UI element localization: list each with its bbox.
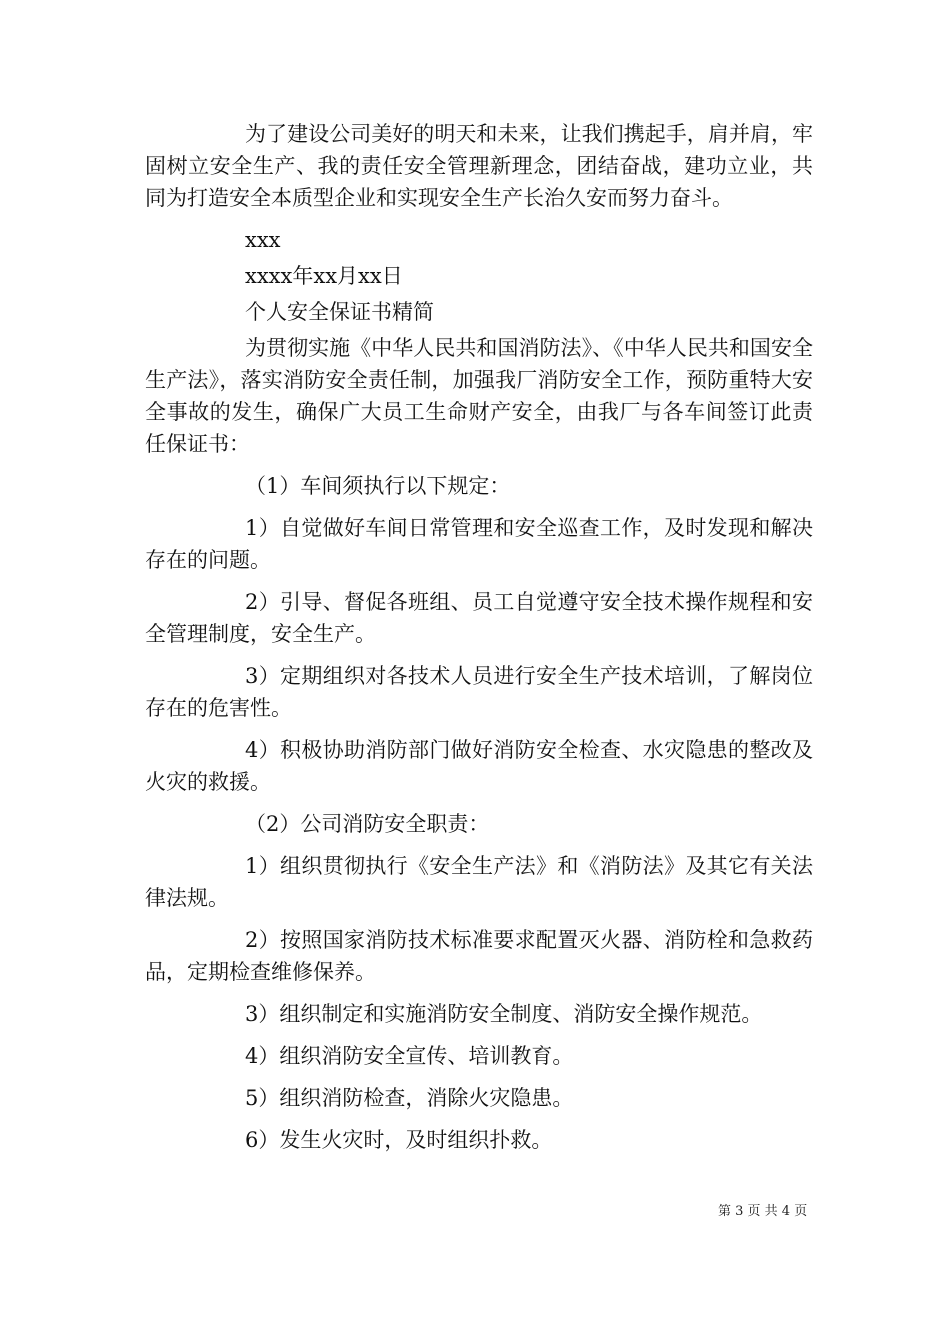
workshop-rule-item: 2）引导、督促各班组、员工自觉遵守安全技术操作规程和安全管理制度，安全生产。 [145,590,813,646]
signature-date: xxxx年xx月xx日 [245,264,403,288]
company-duty-item: 6）发生火灾时，及时组织扑救。 [245,1128,553,1152]
workshop-rules-heading: （1）车间须执行以下规定： [245,474,511,498]
workshop-rule-item: 3）定期组织对各技术人员进行安全生产技术培训，了解岗位存在的危害性。 [145,664,813,720]
company-duty-item: 2）按照国家消防技术标准要求配置灭火器、消防栓和急救药品，定期检查维修保养。 [145,928,813,984]
closing-paragraph: 为了建设公司美好的明天和未来，让我们携起手，肩并肩，牢固树立安全生产、我的责任安全管理新理念，团结奋战，建功立业，共同为打造安全本质型企业和实现安全生产长治久安而努力奋斗。 [145,122,813,210]
signature-name: xxx [245,228,281,252]
document-body [145,118,813,1166]
section-title: 个人安全保证书精简 [245,300,434,324]
company-duty-item: 3）组织制定和实施消防安全制度、消防安全操作规范。 [245,1002,763,1026]
company-duty-item: 5）组织消防检查，消除火灾隐患。 [245,1086,574,1110]
workshop-rule-item: 1）自觉做好车间日常管理和安全巡查工作，及时发现和解决存在的问题。 [145,516,813,572]
workshop-rule-item: 4）积极协助消防部门做好消防安全检查、水灾隐患的整改及火灾的救援。 [145,738,813,794]
company-duty-item: 1）组织贯彻执行《安全生产法》和《消防法》及其它有关法律法规。 [145,854,813,910]
page-indicator: 第 3 页 共 4 页 [718,1204,808,1219]
company-duties-heading: （2）公司消防安全职责： [245,812,490,836]
intro-paragraph: 为贯彻实施《中华人民共和国消防法》、《中华人民共和国安全生产法》，落实消防安全责任制，加强我厂消防安全工作，预防重特大安全事故的发生，确保广大员工生命财产安全，由我厂与各车间签订此责任保证书： [145,336,813,456]
company-duty-item: 4）组织消防安全宣传、培训教育。 [245,1044,574,1068]
